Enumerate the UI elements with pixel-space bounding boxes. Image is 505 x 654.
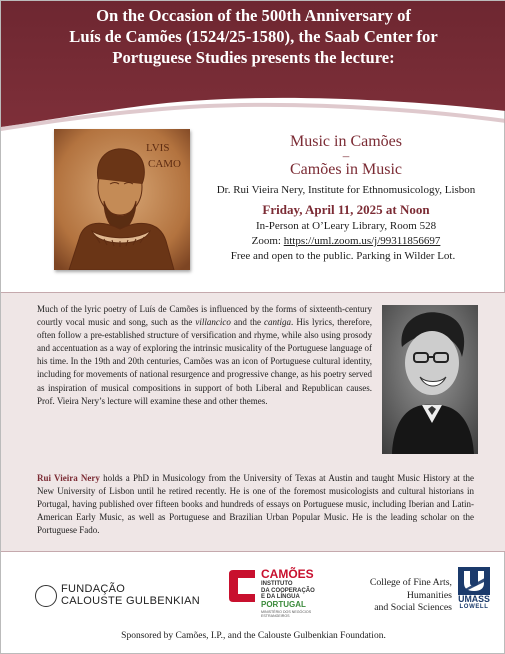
camoes-logo-portugal: PORTUGAL [261, 600, 306, 609]
umass-wordmark: UMASS [458, 594, 490, 604]
header-title [1, 5, 505, 68]
event-location: In-Person at O’Leary Library, Room 528 [255, 220, 437, 232]
umass-emblem-icon [458, 567, 490, 595]
zoom-line [201, 234, 491, 249]
gulbenkian-emblem-icon [35, 585, 57, 607]
title-separator: – [342, 148, 350, 163]
college-name: College of Fine Arts, Humanities and Social Sciences [369, 577, 452, 613]
lowell-wordmark: LOWELL [459, 604, 489, 610]
camoes-portrait [54, 129, 190, 270]
gulbenkian-logo [35, 585, 205, 609]
description-section [1, 292, 505, 552]
camoes-logo-sub: INSTITUTO DA COOPERAÇÃO E DA LÍNGUA [261, 581, 315, 600]
portrait-inscription-2: CAMO [148, 158, 182, 170]
lecture-title-2: Camões in Music [290, 161, 402, 178]
speaker-bio: Rui Vieira Nery holds a PhD in Musicology from the University of Texas at Austin and taught Music History at the New University of Lisbon until he retired recently. He is one of the foremost musicologists and cultural historians in Portugal, having published over fifteen books and hundreds of essays on Portuguese music, including Iberian and Latin-American Early Music, as well as Portuguese and Brazilian Urban Popular Music. He is the leading scholar on the Portuguese Fado. [37, 473, 474, 536]
portrait-inscription-1: LVIS [146, 142, 170, 154]
zoom-label: Zoom: [251, 235, 281, 247]
event-date: Friday, April 11, 2025 at Noon [262, 202, 430, 217]
lecture-title-1: Music in Camões [290, 133, 402, 150]
camoes-institute-logo [227, 567, 337, 618]
header-line-2: Luís de Camões (1524/25-1580), the Saab Center for [69, 27, 438, 46]
header-line-1: On the Occasion of the 500th Anniversary of [96, 6, 411, 25]
header-line-3: Portuguese Studies presents the lecture: [112, 48, 395, 67]
event-info [201, 132, 491, 264]
sponsor-line: Sponsored by Camões, I.P., and the Calouste Gulbenkian Foundation. [121, 631, 386, 641]
gulbenkian-line-1: FUNDAÇÃO [61, 583, 126, 595]
speaker-photo [382, 305, 478, 454]
camoes-logo-ministry: MINISTÉRIO DOS NEGÓCIOS ESTRANGEIROS [261, 610, 312, 618]
umass-lowell-logo [458, 567, 490, 611]
header-banner [1, 1, 505, 133]
camoes-c-icon [227, 568, 257, 604]
italic-cantiga: cantiga [264, 317, 292, 328]
lecture-description: Much of the lyric poetry of Luís de Camões is influenced by the forms of sixteenth-century courtly vocal music and song, such as the villancico and the cantiga. His lyrics, therefore, often follow a pre-established structure of versification and rhyme, while also using prosody and accentuation as a way of exploring the intrinsic musicality of the Portuguese language of his time. In the 19th and 20th centuries, Camões was an icon of Portuguese cultural identity, including for movements of national resurgence and progressive change, as his poetry served as inspiration of musical compositions in support of both Liberal and Republican causes. Prof. Vieira Nery’s lecture will examine these and other themes. [37, 304, 372, 406]
gulbenkian-line-2: CALOUSTE GULBENKIAN [61, 595, 200, 607]
camoes-logo-name: CAMÕES [261, 567, 314, 581]
speaker-name: Rui Vieira Nery [37, 473, 100, 483]
italic-villancico: villancico [195, 317, 231, 328]
admission-note: Free and open to the public. Parking in Wilder Lot. [230, 250, 456, 262]
zoom-link[interactable]: https://uml.zoom.us/j/99311856697 [283, 235, 441, 247]
speaker-line: Dr. Rui Vieira Nery, Institute for Ethnomusicology, Lisbon [216, 184, 476, 196]
